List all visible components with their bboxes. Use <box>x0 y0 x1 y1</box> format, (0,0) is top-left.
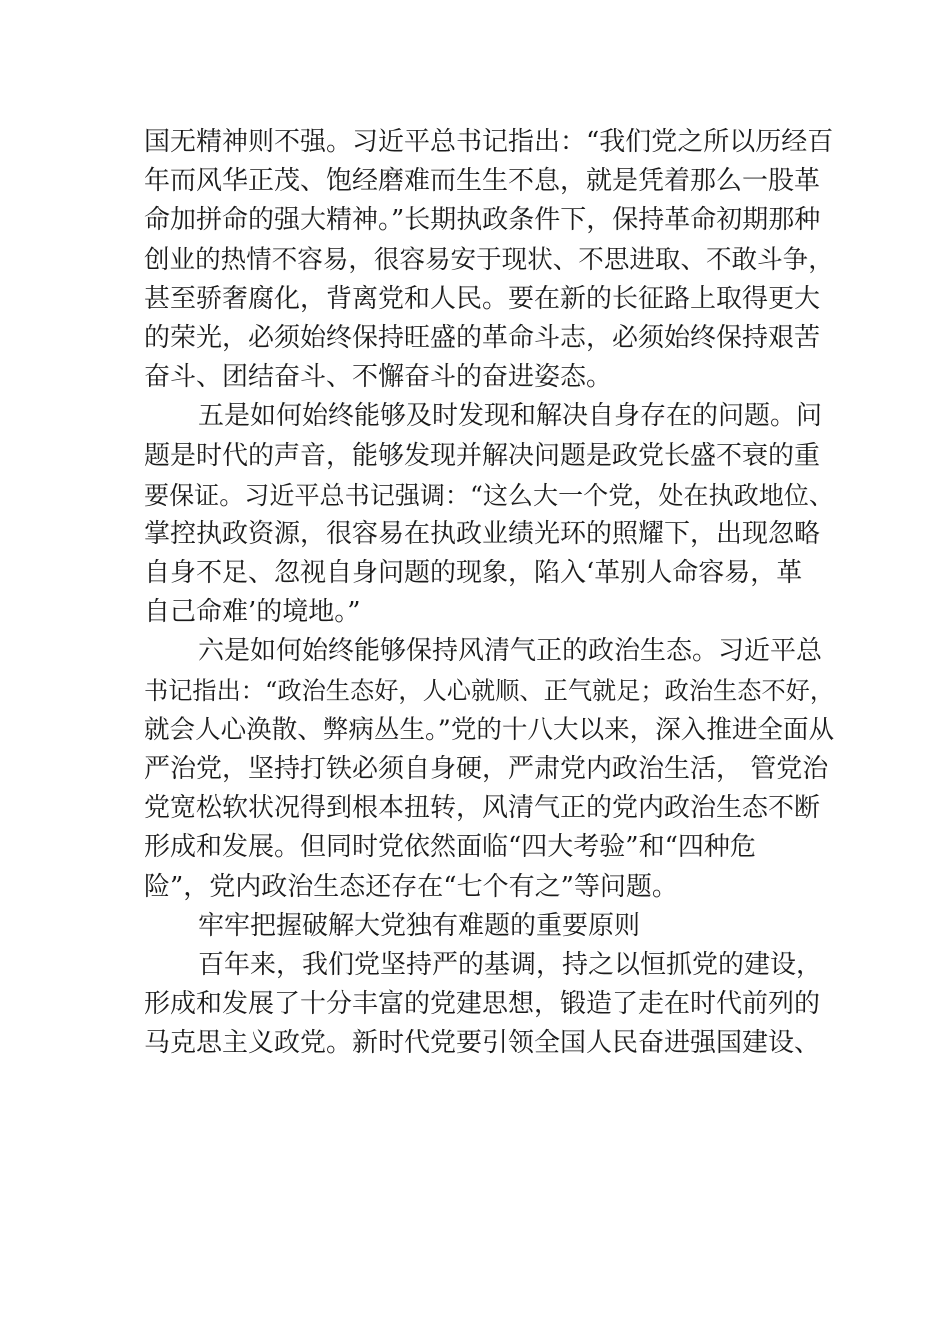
text-line-23: 形成和发展了十分丰富的党建思想，锻造了走在时代前列的 <box>144 989 821 1020</box>
text-line-17: 严治党，坚持打铁必须自身硬，严肃党内政治生活， 管党治 <box>144 754 829 784</box>
text-line-24: 马克思主义政党。新时代党要引领全国人民奋进强国建设、 <box>144 1028 821 1059</box>
section-heading: 牢牢把握破解大党独有难题的重要原则 <box>198 910 641 941</box>
text-line-14: 六是如何始终能够保持风清气正的政治生态。习近平总 <box>198 636 823 667</box>
text-line-11: 掌控执政资源，很容易在执政业绩光环的照耀下，出现忽略 <box>144 518 821 549</box>
text-line-7: 奋斗、团结奋斗、不懈奋斗的奋进姿态。 <box>144 362 613 393</box>
text-line-5: 甚至骄奢腐化，背离党和人民。要在新的长征路上取得更大 <box>144 283 821 314</box>
text-line-10: 要保证。习近平总书记强调：“这么大一个党，处在执政地位、 <box>144 480 834 510</box>
document-body <box>144 123 834 1064</box>
text-line-4: 创业的热情不容易，很容易安于现状、不思进取、不敢斗争， <box>144 244 834 275</box>
text-line-12: 自身不足、忽视自身问题的现象，陷入‘革别人命容易，革 <box>144 558 803 589</box>
text-line-3: 命加拼命的强大精神。”长期执政条件下，保持革命初期那种 <box>144 205 821 236</box>
text-line-18: 党宽松软状况得到根本扭转，风清气正的党内政治生态不断 <box>144 793 821 824</box>
text-line-9: 题是时代的声音，能够发现并解决问题是政党长盛不衰的重 <box>144 440 821 471</box>
text-line-16: 就会人心涣散、弊病丛生。”党的十八大以来，深入推进全面从 <box>144 714 835 745</box>
text-line-2: 年而风华正茂、饱经磨难而生生不息，就是凭着那么一股革 <box>144 166 821 197</box>
text-line-6: 的荣光，必须始终保持旺盛的革命斗志，必须始终保持艰苦 <box>144 322 821 353</box>
text-line-22: 百年来，我们党坚持严的基调，持之以恒抓党的建设， <box>198 949 823 980</box>
text-line-15: 书记指出：“政治生态好，人心就顺、正气就足；政治生态不好， <box>144 676 835 705</box>
text-line-1: 国无精神则不强。习近平总书记指出：“我们党之所以历经百 <box>144 127 834 157</box>
text-line-19: 形成和发展。但同时党依然面临“四大考验”和“四种危 <box>144 832 756 863</box>
text-line-20: 险”，党内政治生态还存在“七个有之”等问题。 <box>144 871 678 902</box>
text-line-13: 自己命难’的境地。” <box>144 597 361 628</box>
text-line-8: 五是如何始终能够及时发现和解决自身存在的问题。问 <box>198 401 823 432</box>
